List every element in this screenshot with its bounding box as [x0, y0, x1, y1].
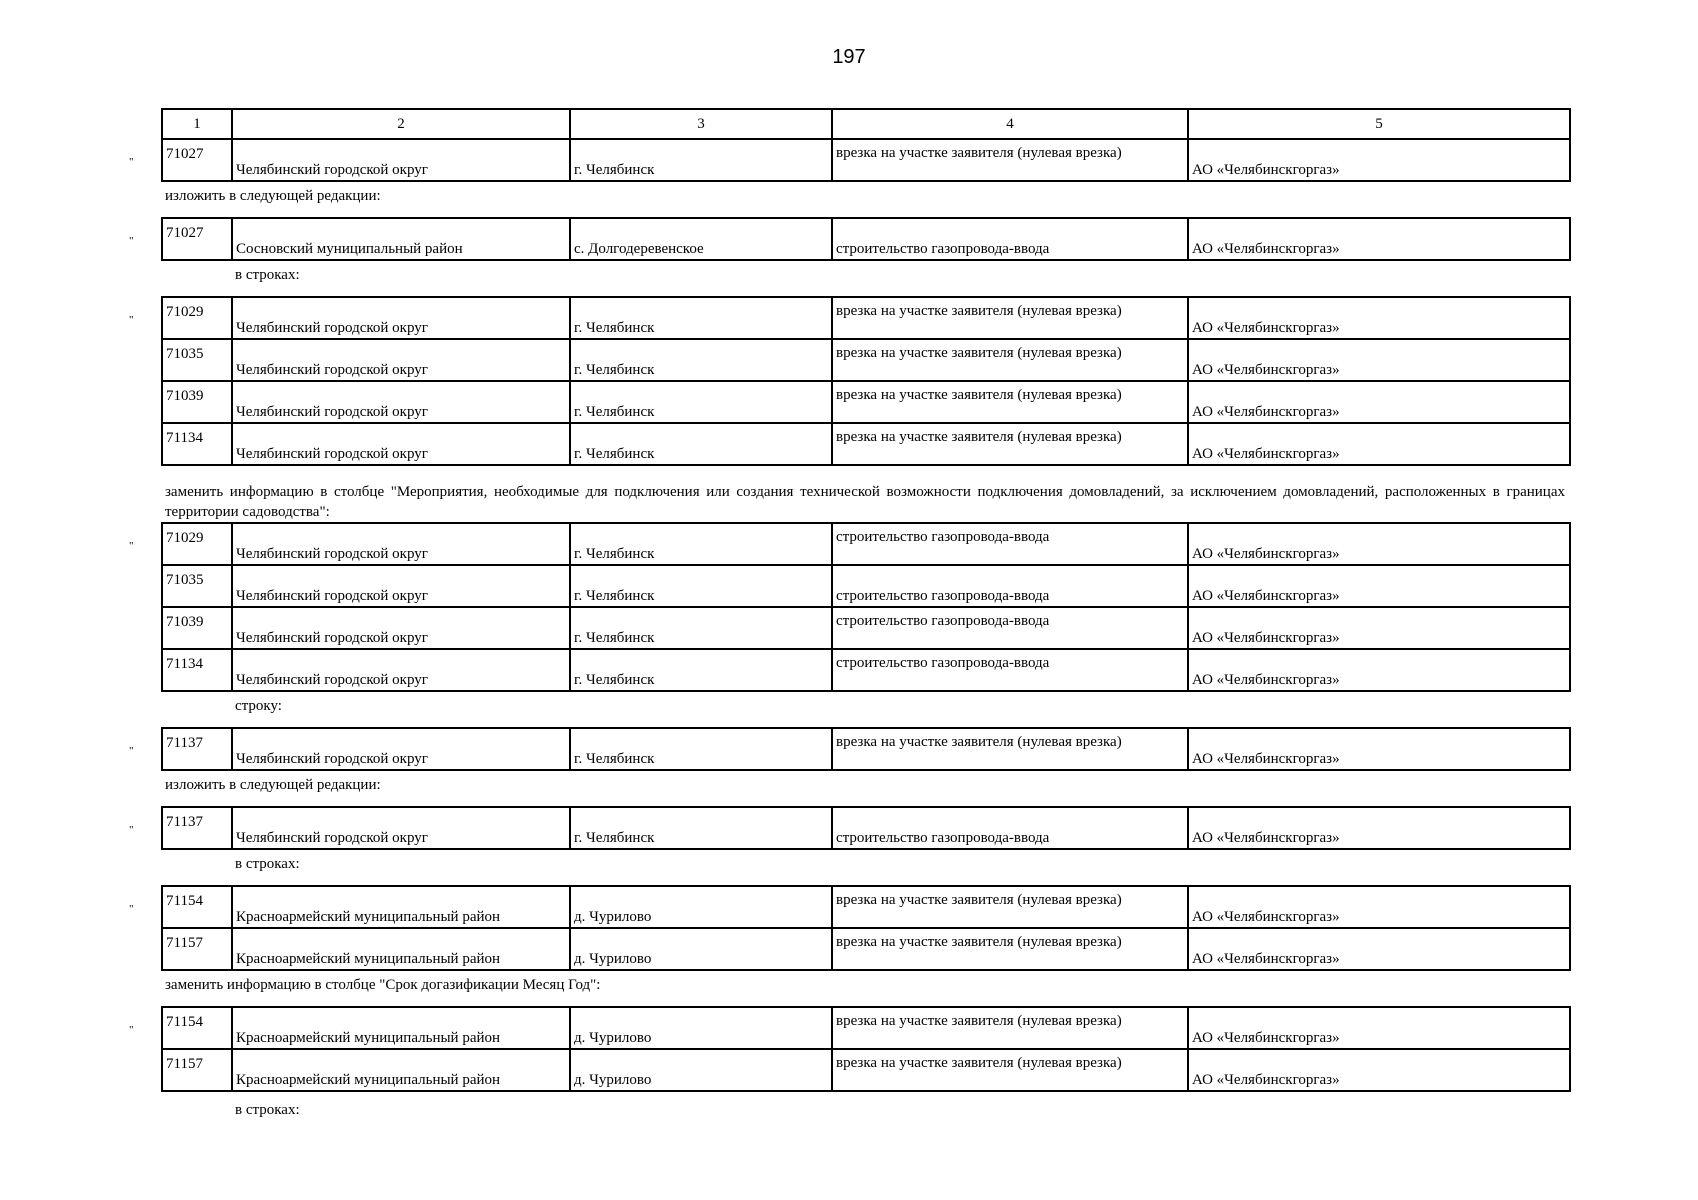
table-row: [162, 139, 1570, 181]
district-cell: Челябинский городской округ: [232, 523, 570, 565]
table-6: [129, 806, 1571, 850]
quote-mark: ": [129, 1024, 134, 1036]
operator-cell: АО «Челябинскгоргаз»: [1188, 339, 1570, 381]
measure-cell: врезка на участке заявителя (нулевая врезка): [832, 423, 1188, 465]
operator-cell: АО «Челябинскгоргаз»: [1188, 139, 1570, 181]
note-text: заменить информацию в столбце "Мероприятия, необходимые для подключения или создания технической возможности подключения домовладений, за исключением домовладений, расположенных в границах территории садоводства":: [165, 484, 1565, 520]
row-code: 71154: [166, 893, 203, 909]
quote-mark: ": [129, 824, 134, 836]
locality-cell: г. Челябинск: [570, 381, 832, 423]
operator-cell: АО «Челябинскгоргаз»: [1188, 565, 1570, 607]
table-row: [162, 1007, 1570, 1049]
measure-cell: врезка на участке заявителя (нулевая врезка): [832, 339, 1188, 381]
row-code: 71035: [162, 339, 232, 381]
measure-cell: строительство газопровода-ввода: [832, 565, 1188, 607]
header-cell: 4: [832, 109, 1188, 139]
code-cell: [129, 218, 232, 260]
note-text: изложить в следующей редакции:: [165, 777, 381, 793]
table-4: [129, 522, 1571, 692]
locality-cell: с. Долгодеревенское: [570, 218, 832, 260]
operator-cell: АО «Челябинскгоргаз»: [1188, 523, 1570, 565]
operator-cell: АО «Челябинскгоргаз»: [1188, 297, 1570, 339]
quote-mark: ": [129, 235, 134, 247]
operator-cell: АО «Челябинскгоргаз»: [1188, 1049, 1570, 1091]
table-row: [162, 607, 1570, 649]
operator-cell: АО «Челябинскгоргаз»: [1188, 607, 1570, 649]
locality-cell: г. Челябинск: [570, 139, 832, 181]
operator-cell: АО «Челябинскгоргаз»: [1188, 1007, 1570, 1049]
row-code: 71035: [162, 565, 232, 607]
district-cell: Красноармейский муниципальный район: [232, 1049, 570, 1091]
table-row: [162, 297, 1570, 339]
operator-cell: АО «Челябинскгоргаз»: [1188, 928, 1570, 970]
row-code: 71134: [162, 423, 232, 465]
district-cell: Челябинский городской округ: [232, 649, 570, 691]
code-cell: [129, 886, 232, 928]
locality-cell: г. Челябинск: [570, 565, 832, 607]
locality-cell: г. Челябинск: [570, 339, 832, 381]
quote-mark: ": [129, 156, 134, 168]
row-code: 71029: [166, 304, 204, 320]
table-2: [129, 217, 1571, 261]
district-cell: Челябинский городской округ: [232, 423, 570, 465]
operator-cell: АО «Челябинскгоргаз»: [1188, 423, 1570, 465]
locality-cell: д. Чурилово: [570, 1049, 832, 1091]
table-row: [162, 339, 1570, 381]
row-code: 71039: [162, 607, 232, 649]
table-8: [129, 1006, 1571, 1092]
table-row: [162, 423, 1570, 465]
row-code: 71157: [162, 1049, 232, 1091]
row-code: 71154: [166, 1014, 203, 1030]
table-3: [129, 296, 1571, 466]
measure-cell: врезка на участке заявителя (нулевая врезка): [832, 139, 1188, 181]
row-code: 71137: [166, 814, 203, 830]
row-code: 71027: [166, 225, 204, 241]
header-cell: 3: [570, 109, 832, 139]
measure-cell: врезка на участке заявителя (нулевая врезка): [832, 1049, 1188, 1091]
measure-cell: строительство газопровода-ввода: [832, 807, 1188, 849]
district-cell: Сосновский муниципальный район: [232, 218, 570, 260]
table-row: [162, 381, 1570, 423]
header-cell: 1: [162, 109, 232, 139]
locality-cell: г. Челябинск: [570, 649, 832, 691]
header-row: [162, 109, 1570, 139]
table-row: [162, 807, 1570, 849]
measure-cell: строительство газопровода-ввода: [832, 218, 1188, 260]
table-5: [129, 727, 1571, 771]
locality-cell: д. Чурилово: [570, 886, 832, 928]
table-row: [162, 728, 1570, 770]
table-1: [129, 108, 1571, 182]
table-row: [162, 886, 1570, 928]
district-cell: Челябинский городской округ: [232, 139, 570, 181]
code-cell: [129, 728, 232, 770]
locality-cell: г. Челябинск: [570, 728, 832, 770]
district-cell: Красноармейский муниципальный район: [232, 928, 570, 970]
operator-cell: АО «Челябинскгоргаз»: [1188, 728, 1570, 770]
row-code: 71039: [162, 381, 232, 423]
header-cell: 5: [1188, 109, 1570, 139]
measure-cell: строительство газопровода-ввода: [832, 607, 1188, 649]
district-cell: Челябинский городской округ: [232, 607, 570, 649]
district-cell: Челябинский городской округ: [232, 565, 570, 607]
district-cell: Красноармейский муниципальный район: [232, 886, 570, 928]
row-code: 71027: [166, 146, 204, 162]
page-number: 197: [832, 46, 866, 68]
operator-cell: АО «Челябинскгоргаз»: [1188, 807, 1570, 849]
table-row: [162, 1049, 1570, 1091]
locality-cell: г. Челябинск: [570, 297, 832, 339]
row-code: 71029: [166, 530, 204, 546]
measure-cell: врезка на участке заявителя (нулевая врезка): [832, 928, 1188, 970]
measure-cell: врезка на участке заявителя (нулевая врезка): [832, 728, 1188, 770]
code-cell: [129, 807, 232, 849]
table-row: [162, 565, 1570, 607]
operator-cell: АО «Челябинскгоргаз»: [1188, 218, 1570, 260]
quote-mark: ": [129, 314, 134, 326]
code-cell: [129, 523, 232, 565]
district-cell: Челябинский городской округ: [232, 339, 570, 381]
table-row: [162, 649, 1570, 691]
row-code: 71157: [162, 928, 232, 970]
note-text: в строках:: [235, 267, 300, 283]
note-text: строку:: [235, 698, 282, 714]
note-text: в строках:: [235, 1102, 300, 1118]
code-cell: [129, 139, 232, 181]
operator-cell: АО «Челябинскгоргаз»: [1188, 381, 1570, 423]
measure-cell: врезка на участке заявителя (нулевая врезка): [832, 886, 1188, 928]
code-cell: [129, 1007, 232, 1049]
measure-cell: врезка на участке заявителя (нулевая врезка): [832, 297, 1188, 339]
document-body: [0, 108, 1698, 1131]
quote-mark: ": [129, 745, 134, 757]
measure-cell: строительство газопровода-ввода: [832, 523, 1188, 565]
row-code: 71137: [166, 735, 203, 751]
quote-mark: ": [129, 903, 134, 915]
district-cell: Челябинский городской округ: [232, 297, 570, 339]
table-7: [129, 885, 1571, 971]
measure-cell: врезка на участке заявителя (нулевая врезка): [832, 1007, 1188, 1049]
locality-cell: д. Чурилово: [570, 928, 832, 970]
note-text: изложить в следующей редакции:: [165, 188, 381, 204]
locality-cell: г. Челябинск: [570, 423, 832, 465]
measure-cell: врезка на участке заявителя (нулевая врезка): [832, 381, 1188, 423]
district-cell: Челябинский городской округ: [232, 381, 570, 423]
locality-cell: г. Челябинск: [570, 523, 832, 565]
table-row: [162, 218, 1570, 260]
locality-cell: г. Челябинск: [570, 807, 832, 849]
note-text: заменить информацию в столбце "Срок догазификации Месяц Год":: [165, 977, 601, 993]
locality-cell: г. Челябинск: [570, 607, 832, 649]
locality-cell: д. Чурилово: [570, 1007, 832, 1049]
district-cell: Красноармейский муниципальный район: [232, 1007, 570, 1049]
district-cell: Челябинский городской округ: [232, 807, 570, 849]
district-cell: Челябинский городской округ: [232, 728, 570, 770]
code-cell: [129, 297, 232, 339]
table-row: [162, 928, 1570, 970]
measure-cell: строительство газопровода-ввода: [832, 649, 1188, 691]
header-cell: 2: [232, 109, 570, 139]
operator-cell: АО «Челябинскгоргаз»: [1188, 649, 1570, 691]
note-text: в строках:: [235, 856, 300, 872]
table-row: [162, 523, 1570, 565]
operator-cell: АО «Челябинскгоргаз»: [1188, 886, 1570, 928]
row-code: 71134: [162, 649, 232, 691]
quote-mark: ": [129, 540, 134, 552]
